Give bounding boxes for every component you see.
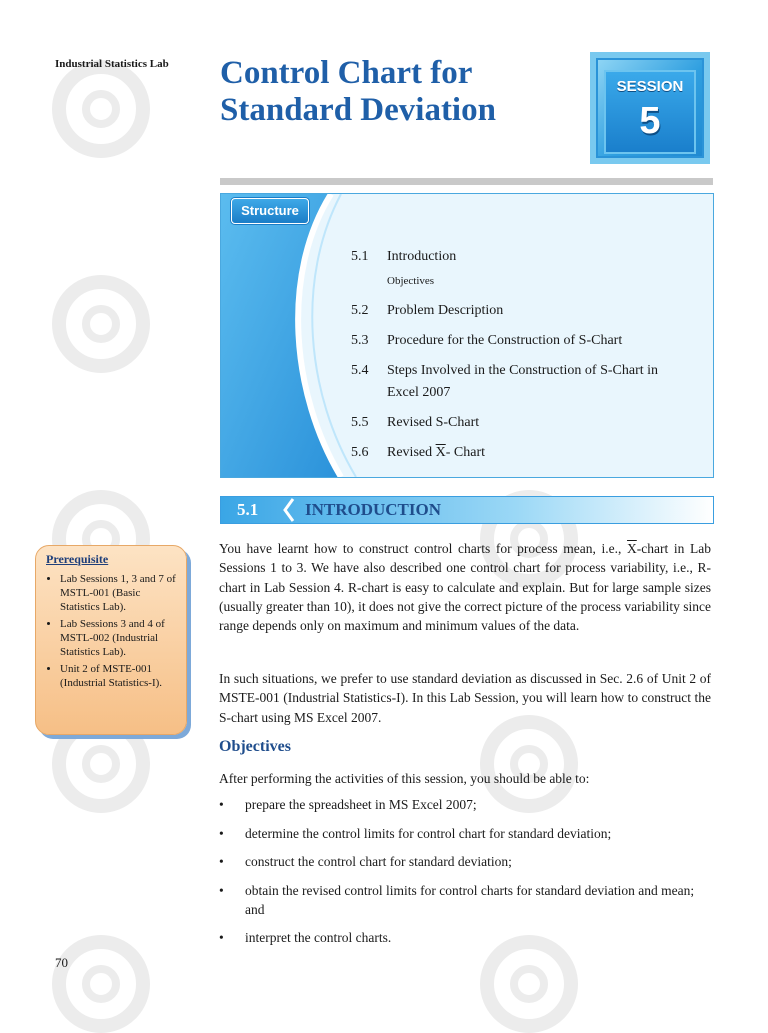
list-item: • determine the control limits for control chart for standard deviation;: [219, 824, 711, 843]
page-number: 70: [55, 955, 68, 970]
prerequisite-title: Prerequisite: [46, 552, 109, 566]
list-item: • Lab Sessions 1, 3 and 7 of MSTL-001 (Basic Statistics Lab).: [60, 572, 180, 614]
session-badge: [590, 52, 710, 164]
list-item: • Lab Sessions 3 and 4 of MSTL-002 (Industrial Statistics Lab).: [60, 617, 180, 659]
toc-item: 5.6 Revised $\overline{X}-$ Chart: [351, 445, 485, 460]
objectives-heading: Objectives: [219, 738, 291, 755]
session-label: SESSION: [616, 78, 684, 95]
objectives-lead: After performing the activities of this session, you should be able to:: [219, 771, 590, 786]
toc-item: 5.4 Steps Involved in the Construction of S-Chart in Excel 2007: [351, 363, 659, 400]
structure-box: [220, 193, 714, 478]
section-heading-bar: [220, 496, 714, 524]
toc-item: 5.1 Introduction: [351, 249, 457, 264]
table-of-contents: [351, 246, 691, 464]
section-number: 5.1: [237, 500, 259, 519]
list-item: • interpret the control charts.: [219, 928, 711, 947]
list-item: • obtain the revised control limits for control charts for standard deviation and mean; and: [219, 881, 711, 919]
structure-tag: Structure: [231, 198, 309, 224]
watermark-logo-icon: [52, 60, 150, 158]
watermark-logo-icon: [52, 275, 150, 373]
objectives-list: [219, 795, 711, 957]
list-item: • construct the control chart for standard deviation;: [219, 852, 711, 871]
intro-paragraph: You have learnt how to construct control charts for process mean, i.e., $\overline{X}$-chart in Lab Sessions 1 to 3. We have also described one control chart for process variability, i.e., R-chart in Lab Session 4. R-chart is easy to calculate and explain. But for large sample sizes (usually greater than 10), it does not give the correct picture of the process variability since range depends only on maximum and minimum values of the data.: [219, 541, 711, 634]
toc-item: 5.2 Problem Description: [351, 303, 504, 318]
page-title: Control Chart for Standard Deviation: [220, 55, 496, 128]
toc-subitem: Objectives: [387, 275, 435, 287]
running-head: Industrial Statistics Lab: [55, 58, 169, 70]
intro-paragraph: In such situations, we prefer to use standard deviation as discussed in Sec. 2.6 of Unit 2 of MSTE-001 (Industrial Statistics-I). In this Lab Session, you will learn how to construct the S-chart using MS Excel 2007.: [219, 671, 711, 725]
header-rule: [220, 178, 713, 185]
toc-item: 5.3 Procedure for the Construction of S-Chart: [351, 333, 623, 348]
session-number: 5: [639, 100, 661, 142]
watermark-logo-icon: [52, 935, 150, 1033]
prerequisite-box: [35, 545, 187, 735]
section-title: INTRODUCTION: [305, 500, 442, 519]
list-item: • prepare the spreadsheet in MS Excel 2007;: [219, 795, 711, 814]
list-item: • Unit 2 of MSTE-001 (Industrial Statistics-I).: [60, 662, 180, 690]
toc-item: 5.5 Revised S-Chart: [351, 415, 480, 430]
chevron-decoration-icon: [279, 497, 299, 523]
prerequisite-list: [36, 572, 186, 693]
